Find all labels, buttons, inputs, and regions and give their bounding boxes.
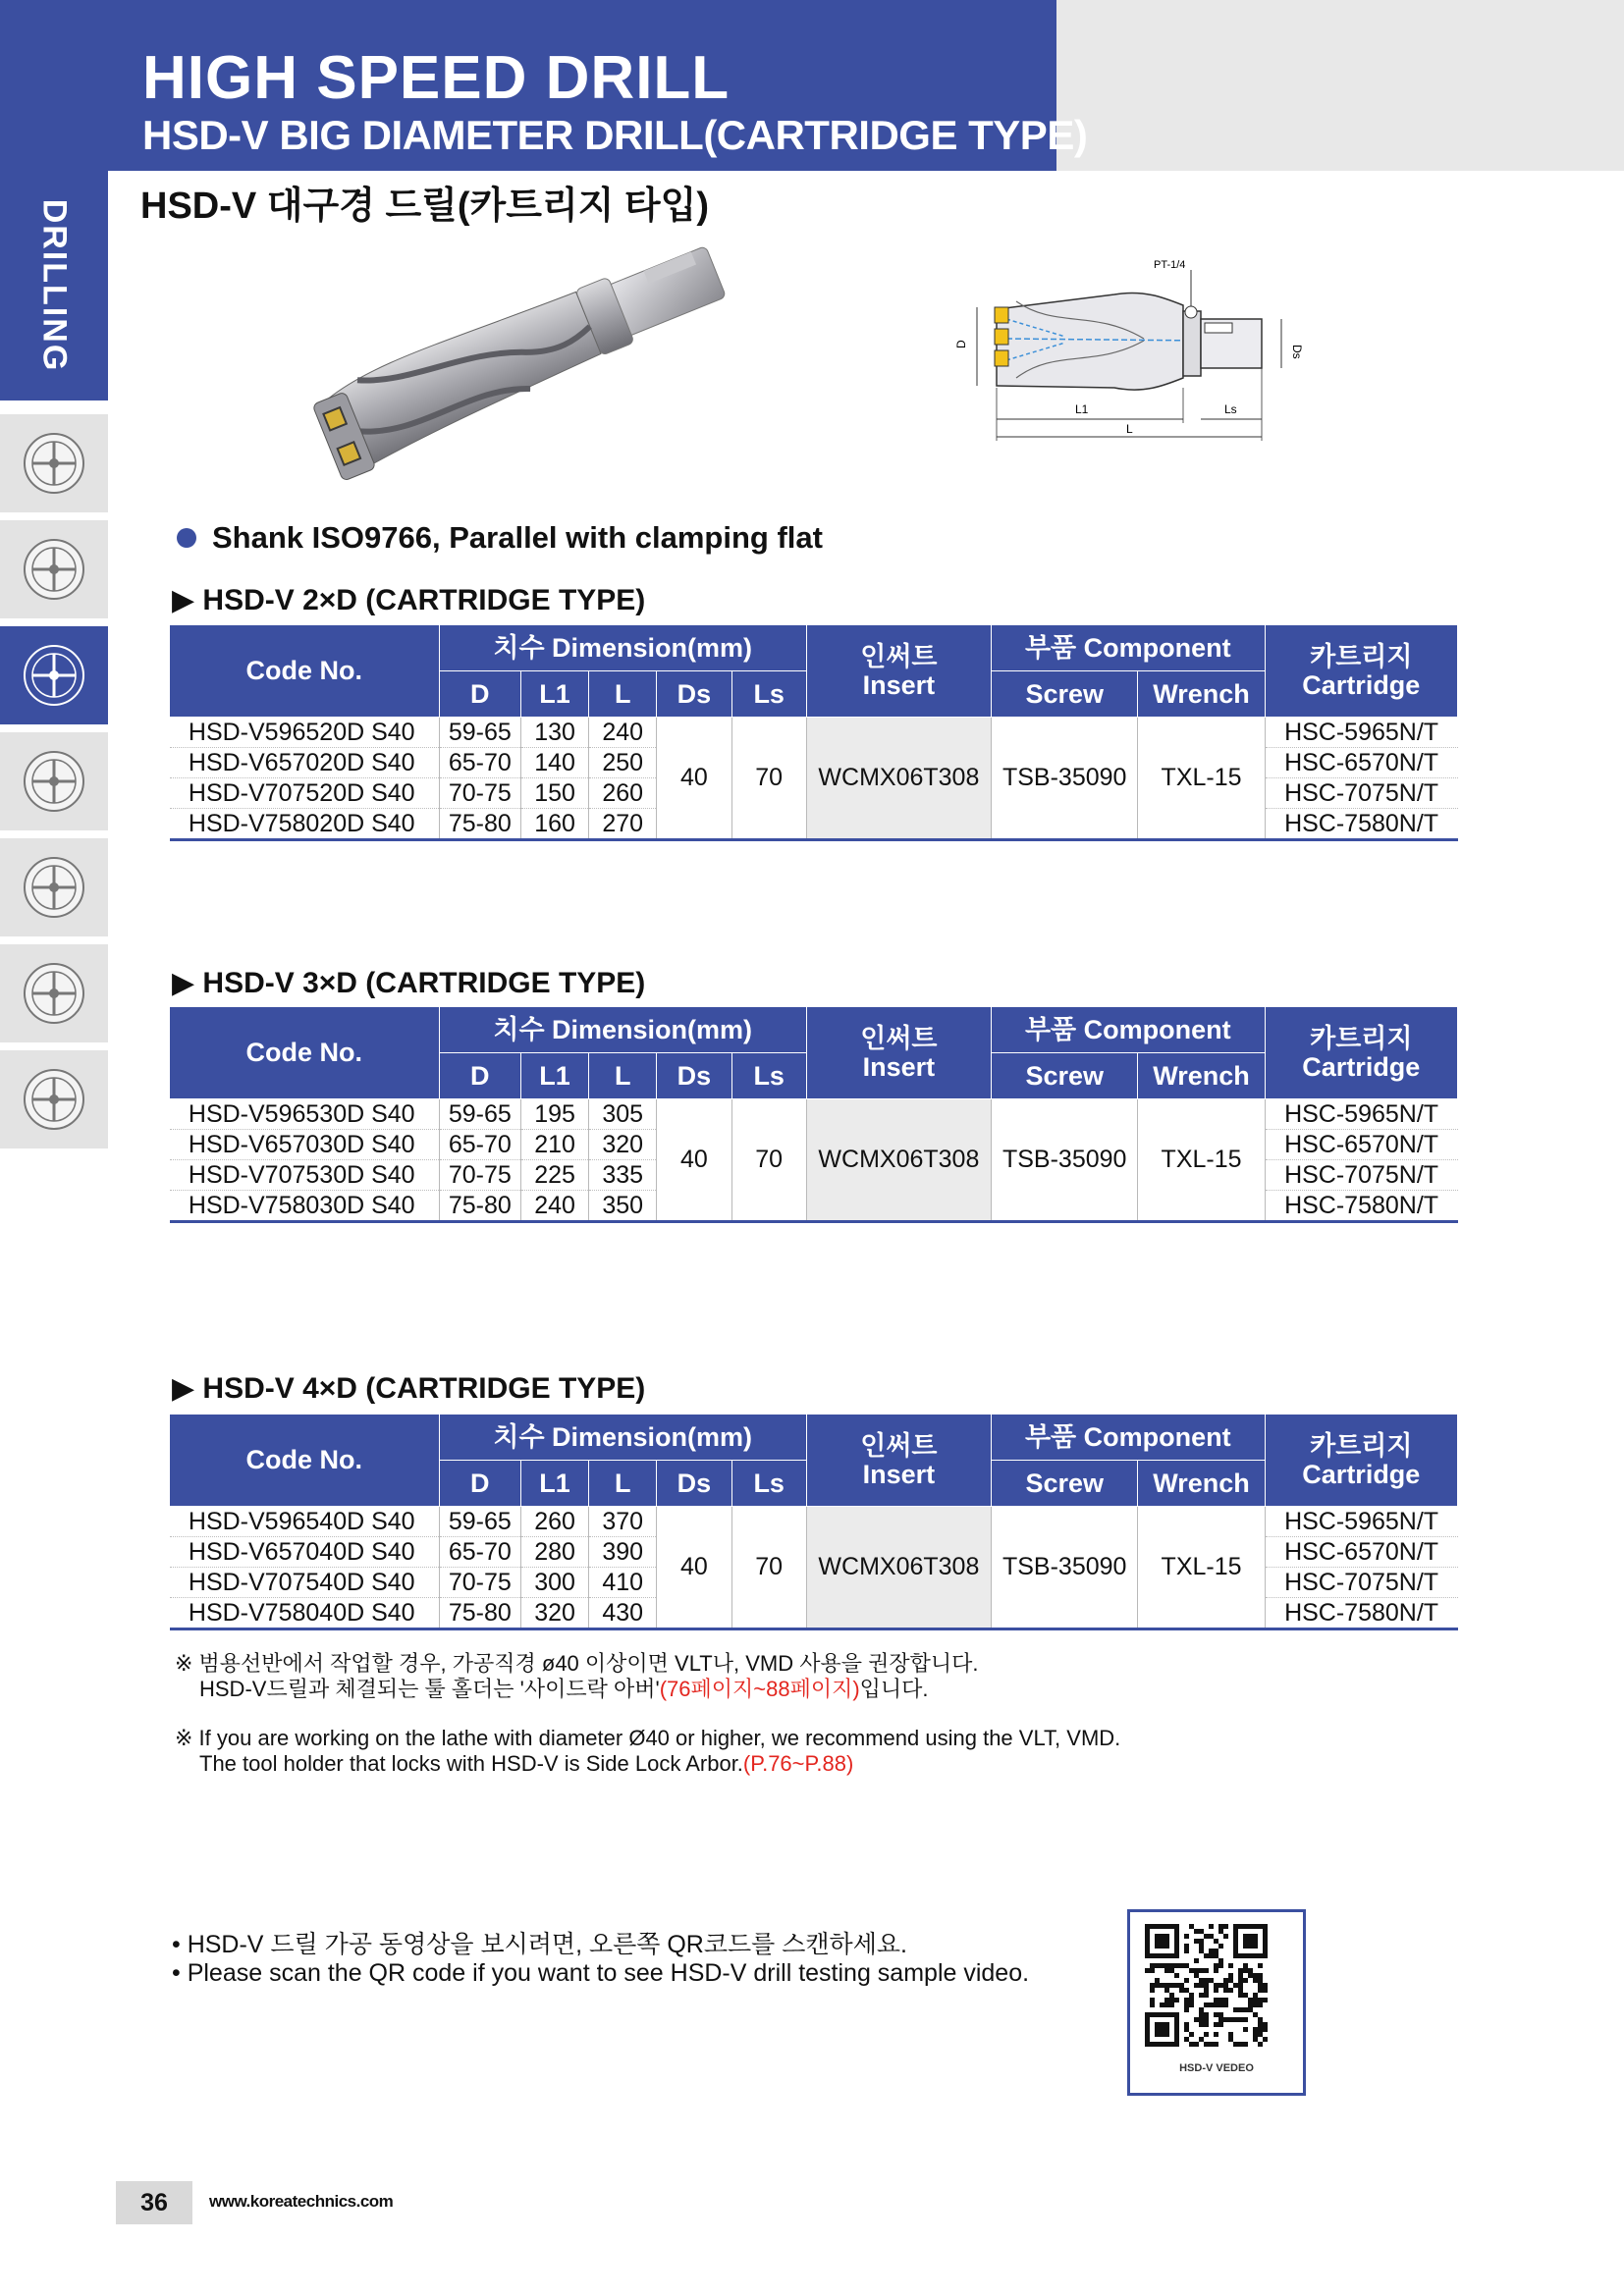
note-kr-line2-end: 입니다. — [859, 1677, 929, 1701]
cell-d: 65-70 — [439, 1537, 520, 1568]
cell-l: 270 — [589, 809, 657, 840]
cell-cartridge: HSC-5965N/T — [1265, 1507, 1457, 1537]
section-title-3xd: ▶ HSD-V 3×D (CARTRIDGE TYPE) — [172, 967, 646, 999]
sidebar-tab-4[interactable] — [0, 732, 108, 830]
cell-code: HSD-V758030D S40 — [170, 1191, 440, 1222]
cell-l: 240 — [589, 718, 657, 748]
shank-note-text: Shank ISO9766, Parallel with clamping flat — [212, 520, 823, 555]
th-screw: Screw — [991, 671, 1138, 718]
drawing-label-l: L — [1126, 422, 1133, 436]
th-ls: Ls — [731, 671, 806, 718]
cell-l1: 225 — [520, 1160, 588, 1191]
cell-code: HSD-V707530D S40 — [170, 1160, 440, 1191]
th-code: Code No. — [170, 1415, 440, 1507]
cell-ls: 70 — [731, 718, 806, 840]
th-wrench: Wrench — [1138, 671, 1265, 718]
note-kr-line2-text: HSD-V드릴과 체결되는 툴 홀더는 '사이드락 아버' — [199, 1677, 660, 1701]
note-en-line1: ※ If you are working on the lathe with diameter Ø40 or higher, we recommend using the VLT, VMD. — [175, 1726, 1121, 1750]
cell-cartridge: HSC-6570N/T — [1265, 1130, 1457, 1160]
cell-ds: 40 — [657, 718, 731, 840]
th-screw: Screw — [991, 1461, 1138, 1507]
th-insert-en: Insert — [862, 1051, 936, 1082]
cell-l: 390 — [589, 1537, 657, 1568]
cell-l1: 320 — [520, 1598, 588, 1629]
page-subtitle: HSD-V BIG DIAMETER DRILL(CARTRIDGE TYPE) — [142, 112, 1088, 158]
th-insert-kr: 인써트 — [860, 1024, 938, 1054]
cell-d: 65-70 — [439, 748, 520, 778]
th-l: L — [589, 1053, 657, 1099]
th-ds: Ds — [657, 1461, 731, 1507]
th-l: L — [589, 671, 657, 718]
drawing-label-ls: Ls — [1224, 402, 1237, 416]
cell-l: 250 — [589, 748, 657, 778]
cell-code: HSD-V707540D S40 — [170, 1568, 440, 1598]
th-cartridge — [1265, 1007, 1457, 1099]
drawing-label-l1: L1 — [1075, 402, 1089, 416]
cell-insert: WCMX06T308 — [806, 1099, 991, 1222]
drawing-label-ds: Ds — [1290, 345, 1304, 359]
drill-end-icon — [18, 745, 90, 818]
sidebar-tab-5[interactable] — [0, 838, 108, 936]
korean-title: HSD-V 대구경 드릴(카트리지 타입) — [140, 186, 710, 227]
th-cartridge-kr: 카트리지 — [1310, 1431, 1413, 1462]
cell-wrench: TXL-15 — [1138, 1099, 1265, 1222]
cell-code: HSD-V657020D S40 — [170, 748, 440, 778]
cell-code: HSD-V657040D S40 — [170, 1537, 440, 1568]
drill-end-icon — [18, 1063, 90, 1136]
th-insert — [806, 1007, 991, 1099]
cell-l1: 140 — [520, 748, 588, 778]
cell-code: HSD-V758020D S40 — [170, 809, 440, 840]
note-kr-line2 — [199, 1677, 929, 1702]
cell-insert: WCMX06T308 — [806, 718, 991, 840]
cell-cartridge: HSC-7580N/T — [1265, 1598, 1457, 1629]
cell-l: 370 — [589, 1507, 657, 1537]
sidebar-tab-3[interactable] — [0, 626, 108, 724]
th-insert-kr: 인써트 — [860, 1431, 938, 1462]
cell-cartridge: HSC-7075N/T — [1265, 1160, 1457, 1191]
th-l: L — [589, 1461, 657, 1507]
cell-code: HSD-V707520D S40 — [170, 778, 440, 809]
drawing-label-d: D — [954, 340, 968, 348]
header-grey-band — [1056, 0, 1624, 171]
spec-table — [169, 1006, 1458, 1223]
th-insert-kr: 인써트 — [860, 642, 938, 672]
cell-code: HSD-V596520D S40 — [170, 718, 440, 748]
cell-wrench: TXL-15 — [1138, 1507, 1265, 1629]
drawing-label-pt: PT-1/4 — [1154, 259, 1186, 271]
th-cartridge — [1265, 625, 1457, 718]
th-d: D — [439, 1461, 520, 1507]
sidebar-tab-2[interactable] — [0, 520, 108, 618]
th-insert-en: Insert — [862, 669, 936, 700]
cell-l1: 300 — [520, 1568, 588, 1598]
cell-wrench: TXL-15 — [1138, 718, 1265, 840]
th-ls: Ls — [731, 1461, 806, 1507]
cell-d: 70-75 — [439, 1568, 520, 1598]
sidebar-tab-drilling-label: DRILLING — [35, 198, 74, 373]
cell-ls: 70 — [731, 1507, 806, 1629]
drill-end-icon — [18, 427, 90, 500]
cell-screw: TSB-35090 — [991, 718, 1138, 840]
th-l1: L1 — [520, 1461, 588, 1507]
th-cartridge-kr: 카트리지 — [1310, 642, 1413, 672]
cell-d: 70-75 — [439, 1160, 520, 1191]
cell-d: 59-65 — [439, 718, 520, 748]
spec-table — [169, 1414, 1458, 1630]
cell-insert: WCMX06T308 — [806, 1507, 991, 1629]
spec-table — [169, 624, 1458, 841]
cell-l: 260 — [589, 778, 657, 809]
th-component: 부품 Component — [991, 625, 1265, 671]
cell-l1: 280 — [520, 1537, 588, 1568]
th-insert-en: Insert — [862, 1459, 936, 1489]
cell-ls: 70 — [731, 1099, 806, 1222]
shank-note — [177, 520, 823, 556]
note-en-page-ref[interactable]: (P.76~P.88) — [742, 1751, 854, 1776]
cell-cartridge: HSC-5965N/T — [1265, 1099, 1457, 1130]
th-cartridge-en: Cartridge — [1302, 1459, 1421, 1489]
table-row — [170, 1099, 1458, 1130]
note-kr-line1: ※ 범용선반에서 작업할 경우, 가공직경 ø40 이상이면 VLT나, VMD 사용을 권장합니다. — [175, 1651, 979, 1676]
th-l1: L1 — [520, 671, 588, 718]
cell-l1: 130 — [520, 718, 588, 748]
th-ls: Ls — [731, 1053, 806, 1099]
cell-d: 59-65 — [439, 1099, 520, 1130]
note-en-line2 — [199, 1751, 853, 1777]
bullet-dot-icon — [177, 528, 196, 548]
th-cartridge-kr: 카트리지 — [1310, 1024, 1413, 1054]
note-en-line2-text: The tool holder that locks with HSD-V is Side Lock Arbor. — [199, 1751, 743, 1776]
cell-d: 75-80 — [439, 1598, 520, 1629]
cell-cartridge: HSC-7580N/T — [1265, 1191, 1457, 1222]
th-l1: L1 — [520, 1053, 588, 1099]
th-insert — [806, 625, 991, 718]
cell-l1: 240 — [520, 1191, 588, 1222]
th-cartridge-en: Cartridge — [1302, 669, 1421, 700]
th-cartridge — [1265, 1415, 1457, 1507]
cell-ds: 40 — [657, 1099, 731, 1222]
cell-code: HSD-V758040D S40 — [170, 1598, 440, 1629]
th-ds: Ds — [657, 1053, 731, 1099]
cell-d: 59-65 — [439, 1507, 520, 1537]
table-row — [170, 1507, 1458, 1537]
cell-cartridge: HSC-7580N/T — [1265, 809, 1457, 840]
qr-code-icon[interactable] — [1130, 1912, 1303, 2059]
cell-screw: TSB-35090 — [991, 1099, 1138, 1222]
drill-end-icon — [18, 957, 90, 1030]
sidebar-tab-7[interactable] — [0, 1050, 108, 1148]
cell-l1: 160 — [520, 809, 588, 840]
cell-l1: 150 — [520, 778, 588, 809]
th-ds: Ds — [657, 671, 731, 718]
cell-code: HSD-V596540D S40 — [170, 1507, 440, 1537]
th-dimension: 치수 Dimension(mm) — [439, 625, 806, 671]
video-note-en: • Please scan the QR code if you want to see HSD-V drill testing sample video. — [172, 1959, 1030, 1987]
cell-cartridge: HSC-5965N/T — [1265, 718, 1457, 748]
th-code: Code No. — [170, 625, 440, 718]
page-title: HIGH SPEED DRILL — [142, 44, 731, 112]
section-title-4xd: ▶ HSD-V 4×D (CARTRIDGE TYPE) — [172, 1372, 646, 1405]
cell-l: 430 — [589, 1598, 657, 1629]
cell-l: 305 — [589, 1099, 657, 1130]
drill-product-photo — [304, 245, 746, 481]
cell-screw: TSB-35090 — [991, 1507, 1138, 1629]
cell-l1: 210 — [520, 1130, 588, 1160]
th-d: D — [439, 1053, 520, 1099]
table-row — [170, 718, 1458, 748]
th-dimension: 치수 Dimension(mm) — [439, 1415, 806, 1461]
th-insert — [806, 1415, 991, 1507]
footer-website[interactable]: www.koreatechnics.com — [209, 2192, 394, 2211]
cell-l: 350 — [589, 1191, 657, 1222]
cell-l1: 260 — [520, 1507, 588, 1537]
sidebar-tab-6[interactable] — [0, 944, 108, 1042]
cell-cartridge: HSC-7075N/T — [1265, 1568, 1457, 1598]
drill-end-icon — [18, 851, 90, 924]
sidebar-tab-1[interactable] — [0, 414, 108, 512]
th-wrench: Wrench — [1138, 1461, 1265, 1507]
video-note-kr: • HSD-V 드릴 가공 동영상을 보시려면, 오른쪽 QR코드를 스캔하세요. — [172, 1931, 907, 1958]
cell-d: 75-80 — [439, 809, 520, 840]
cell-code: HSD-V596530D S40 — [170, 1099, 440, 1130]
th-screw: Screw — [991, 1053, 1138, 1099]
cell-l: 320 — [589, 1130, 657, 1160]
cell-d: 65-70 — [439, 1130, 520, 1160]
cell-l: 410 — [589, 1568, 657, 1598]
drill-end-icon — [18, 533, 90, 606]
th-d: D — [439, 671, 520, 718]
th-dimension: 치수 Dimension(mm) — [439, 1007, 806, 1053]
th-cartridge-en: Cartridge — [1302, 1051, 1421, 1082]
th-component: 부품 Component — [991, 1007, 1265, 1053]
cell-d: 70-75 — [439, 778, 520, 809]
cell-cartridge: HSC-6570N/T — [1265, 748, 1457, 778]
cell-l1: 195 — [520, 1099, 588, 1130]
cell-d: 75-80 — [439, 1191, 520, 1222]
page-number: 36 — [140, 2189, 168, 2216]
cell-ds: 40 — [657, 1507, 731, 1629]
drill-end-icon — [18, 639, 90, 712]
drill-dimension-drawing — [947, 250, 1321, 447]
cell-cartridge: HSC-7075N/T — [1265, 778, 1457, 809]
cell-code: HSD-V657030D S40 — [170, 1130, 440, 1160]
th-wrench: Wrench — [1138, 1053, 1265, 1099]
cell-l: 335 — [589, 1160, 657, 1191]
th-component: 부품 Component — [991, 1415, 1265, 1461]
cell-cartridge: HSC-6570N/T — [1265, 1537, 1457, 1568]
th-code: Code No. — [170, 1007, 440, 1099]
note-kr-page-ref[interactable]: (76페이지~88페이지) — [659, 1677, 860, 1701]
section-title-2xd: ▶ HSD-V 2×D (CARTRIDGE TYPE) — [172, 584, 646, 616]
qr-caption: HSD-V VEDEO — [1179, 2062, 1254, 2074]
